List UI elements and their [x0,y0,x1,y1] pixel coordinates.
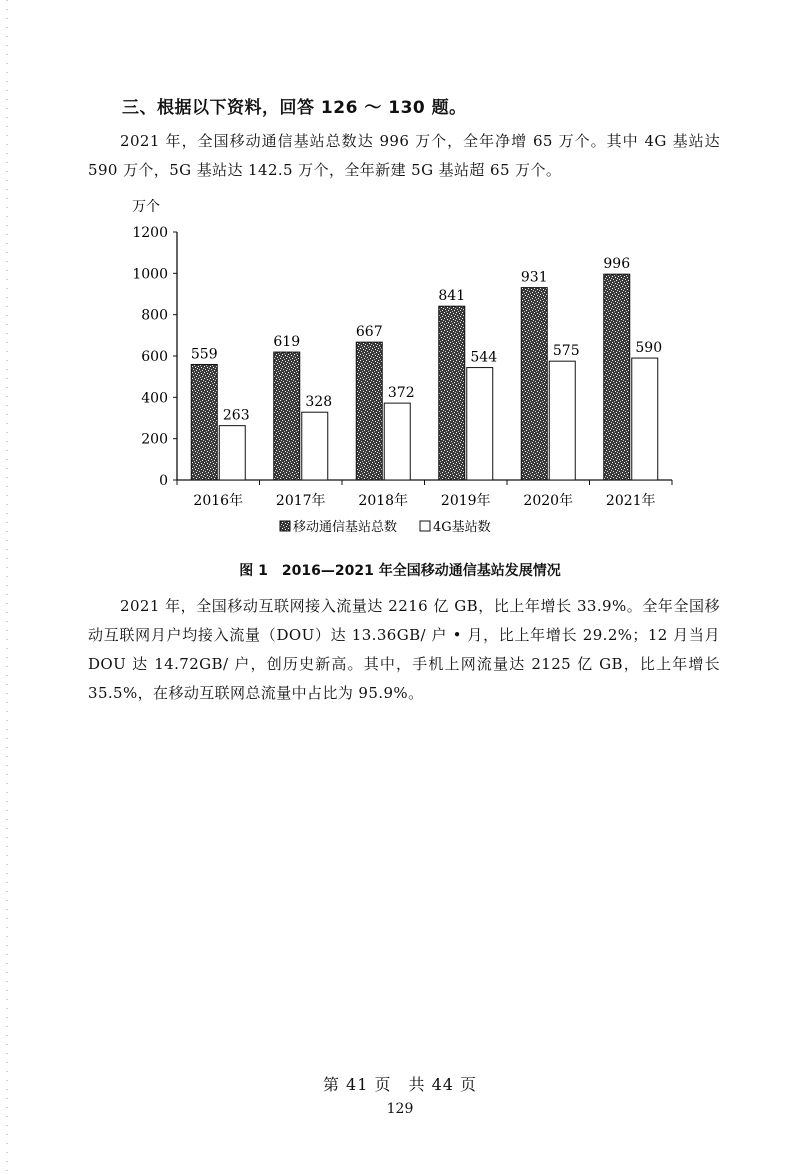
chart-legend [280,519,491,535]
data-label-total: 996 [603,256,631,273]
legend-swatch-total [280,521,290,531]
bar-4g-2021年 [632,358,658,480]
y-tick-label: 0 [159,473,168,489]
bar-total-2020年 [521,288,547,480]
data-label-4g: 575 [552,343,580,360]
data-label-4g: 263 [222,407,250,424]
bar-total-2019年 [439,306,465,480]
bar-4g-2019年 [467,368,493,480]
y-tick-label: 200 [141,431,168,448]
base-station-chart [0,0,800,550]
legend-label-4g: 4G基站数 [433,520,491,535]
y-axis-unit-label: 万个 [132,199,160,215]
bar-total-2018年 [356,342,382,480]
data-label-4g: 544 [470,349,498,366]
category-label: 2020年 [523,493,574,509]
bar-4g-2017年 [302,412,328,480]
intro-paragraph: 2021 年，全国移动通信基站总数达 996 万个，全年净增 65 万个。其中 4G 基站达 590 万个，5G 基站达 142.5 万个，全年新建 5G 基站超 65 万个。 [88,132,720,179]
y-tick-label: 1000 [132,266,168,283]
bar-total-2021年 [604,274,630,480]
data-label-total: 559 [190,346,218,363]
category-label: 2017年 [275,493,326,509]
y-tick-label: 600 [141,349,168,365]
data-label-total: 667 [355,324,383,341]
bar-4g-2018年 [384,403,410,480]
y-tick-label: 800 [141,307,168,324]
data-label-total: 619 [273,334,301,351]
data-label-4g: 372 [387,385,415,402]
category-label: 2019年 [440,493,491,509]
y-tick-label: 400 [141,390,168,407]
question-heading: 三、根据以下资料，回答 126 ～ 130 题。 [122,98,467,118]
y-tick-label: 1200 [132,225,168,241]
traffic-paragraph: 2021 年，全国移动互联网接入流量达 2216 亿 GB，比上年增长 33.9%。全年全国移动互联网月户均接入流量（DOU）达 13.36GB/ 户 • 月，比上年增长 29.2%；12 月当月 DOU 达 14.72GB/ 户，创历史新高。其中，手机上网流量达 2125 亿 GB，比上年增长 35.5%，在移动互联网总流量中占比为 95.9%。 [88,597,720,702]
data-label-total: 931 [520,269,548,286]
bar-total-2017年 [274,352,300,480]
page-number: 129 [386,1101,414,1117]
page-of-total: 第 41 页 共 44 页 [322,1075,478,1094]
data-label-4g: 328 [305,394,333,411]
bar-4g-2016年 [219,426,245,480]
legend-label-total: 移动通信基站总数 [293,520,398,535]
bar-4g-2020年 [549,361,575,480]
category-label: 2021年 [605,493,656,509]
data-label-4g: 590 [635,340,663,357]
category-label: 2016年 [193,493,244,509]
bar-total-2016年 [191,364,217,480]
data-label-total: 841 [438,288,466,305]
category-label: 2018年 [358,493,409,509]
figure-caption: 图 1 2016—2021 年全国移动通信基站发展情况 [239,563,561,579]
legend-swatch-4g [420,521,430,531]
